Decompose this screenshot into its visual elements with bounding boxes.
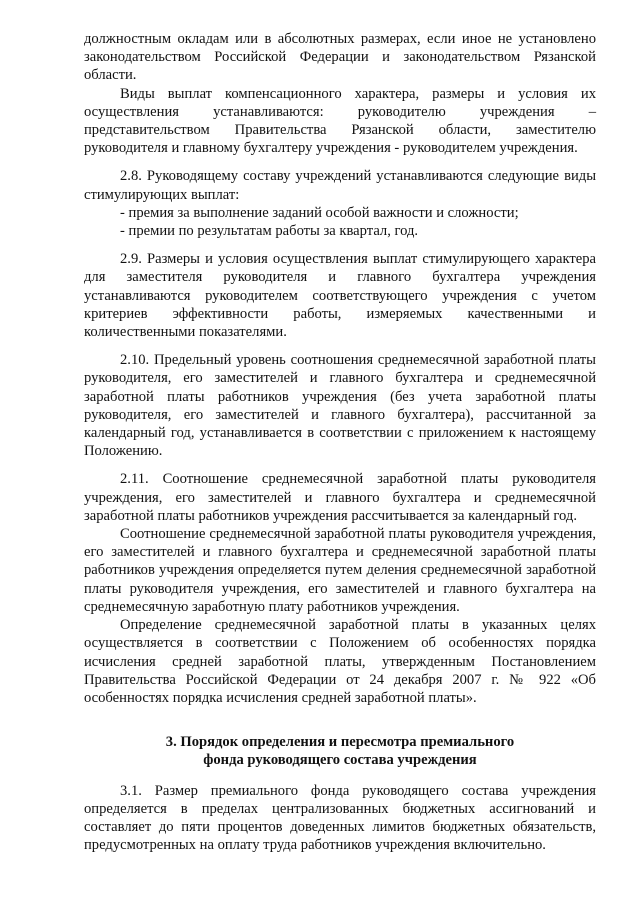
paragraph-compensation: Виды выплат компенсационного характера, размеры и условия их осуществления устанавливаются: руководителю учреждения – представительством Правительства Рязанской области, заместителю руководителя и главному бухгалтеру учреждения - руководителем учреждения. [84,85,596,157]
paragraph-3-1: 3.1. Размер премиального фонда руководящего состава учреждения определяется в пределах централизованных бюджетных ассигнований и составляет до пяти процентов доведенных лимитов бюджетных обязательств, предусмотренных на оплату труда работников учреждения включительно. [84,782,596,854]
paragraph-definition: Определение среднемесячной заработной платы в указанных целях осуществляется в соответствии с Положением об особенностях порядка исчисления средней заработной платы, утвержденным Постановлением Правительства Российской Федерации от 24 декабря 2007 г. № 922 «Об особенностях порядка исчисления средней заработной платы». [84,617,596,706]
paragraph-2-8: 2.8. Руководящему составу учреждений устанавливаются следующие виды стимулирующих выплат: [84,168,596,203]
list-item: - премии по результатам работы за квартал, год. [120,223,419,240]
paragraph-2-11: 2.11. Соотношение среднемесячной заработной платы руководителя учреждения, его заместителей и главного бухгалтера и среднемесячной заработной платы работников учреждения рассчитывается за календарный год. [84,471,596,524]
section-3-heading [84,733,596,769]
paragraph-ratio: Соотношение среднемесячной заработной платы руководителя учреждения, его заместителей и главного бухгалтера и среднемесячной заработной платы работников учреждения определяется путем деления среднемесячной заработной платы руководителя учреждения, его заместителей и главного бухгалтера на среднемесячную заработную плату работников учреждения. [84,526,596,615]
list-item: - премия за выполнение заданий особой важности и сложности; [120,204,519,221]
paragraph-2-10: 2.10. Предельный уровень соотношения среднемесячной заработной платы руководителя, его заместителей и главного бухгалтера и среднемесячной заработной платы работников учреждения (без учета заработной платы руководителя, его заместителей и главного бухгалтера), рассчитанной за календарный год, устанавливается в соответствии с приложением к настоящему Положению. [84,352,596,460]
paragraph-continuation: должностным окладам или в абсолютных размерах, если иное не установлено законодательством Российской Федерации и законодательством Рязанской области. [84,31,596,84]
section-3-heading-line2: фонда руководящего состава учреждения [203,752,477,769]
section-3-heading-line1: 3. Порядок определения и пересмотра премиального [165,734,515,751]
paragraph-2-9: 2.9. Размеры и условия осуществления выплат стимулирующего характера для заместителя руководителя и главного бухгалтера учреждения устанавливаются руководителем соответствующего учреждения с учетом критериев эффективности работы, измеряемых качественными и количественными показателями. [84,251,596,341]
document-page [84,30,596,854]
